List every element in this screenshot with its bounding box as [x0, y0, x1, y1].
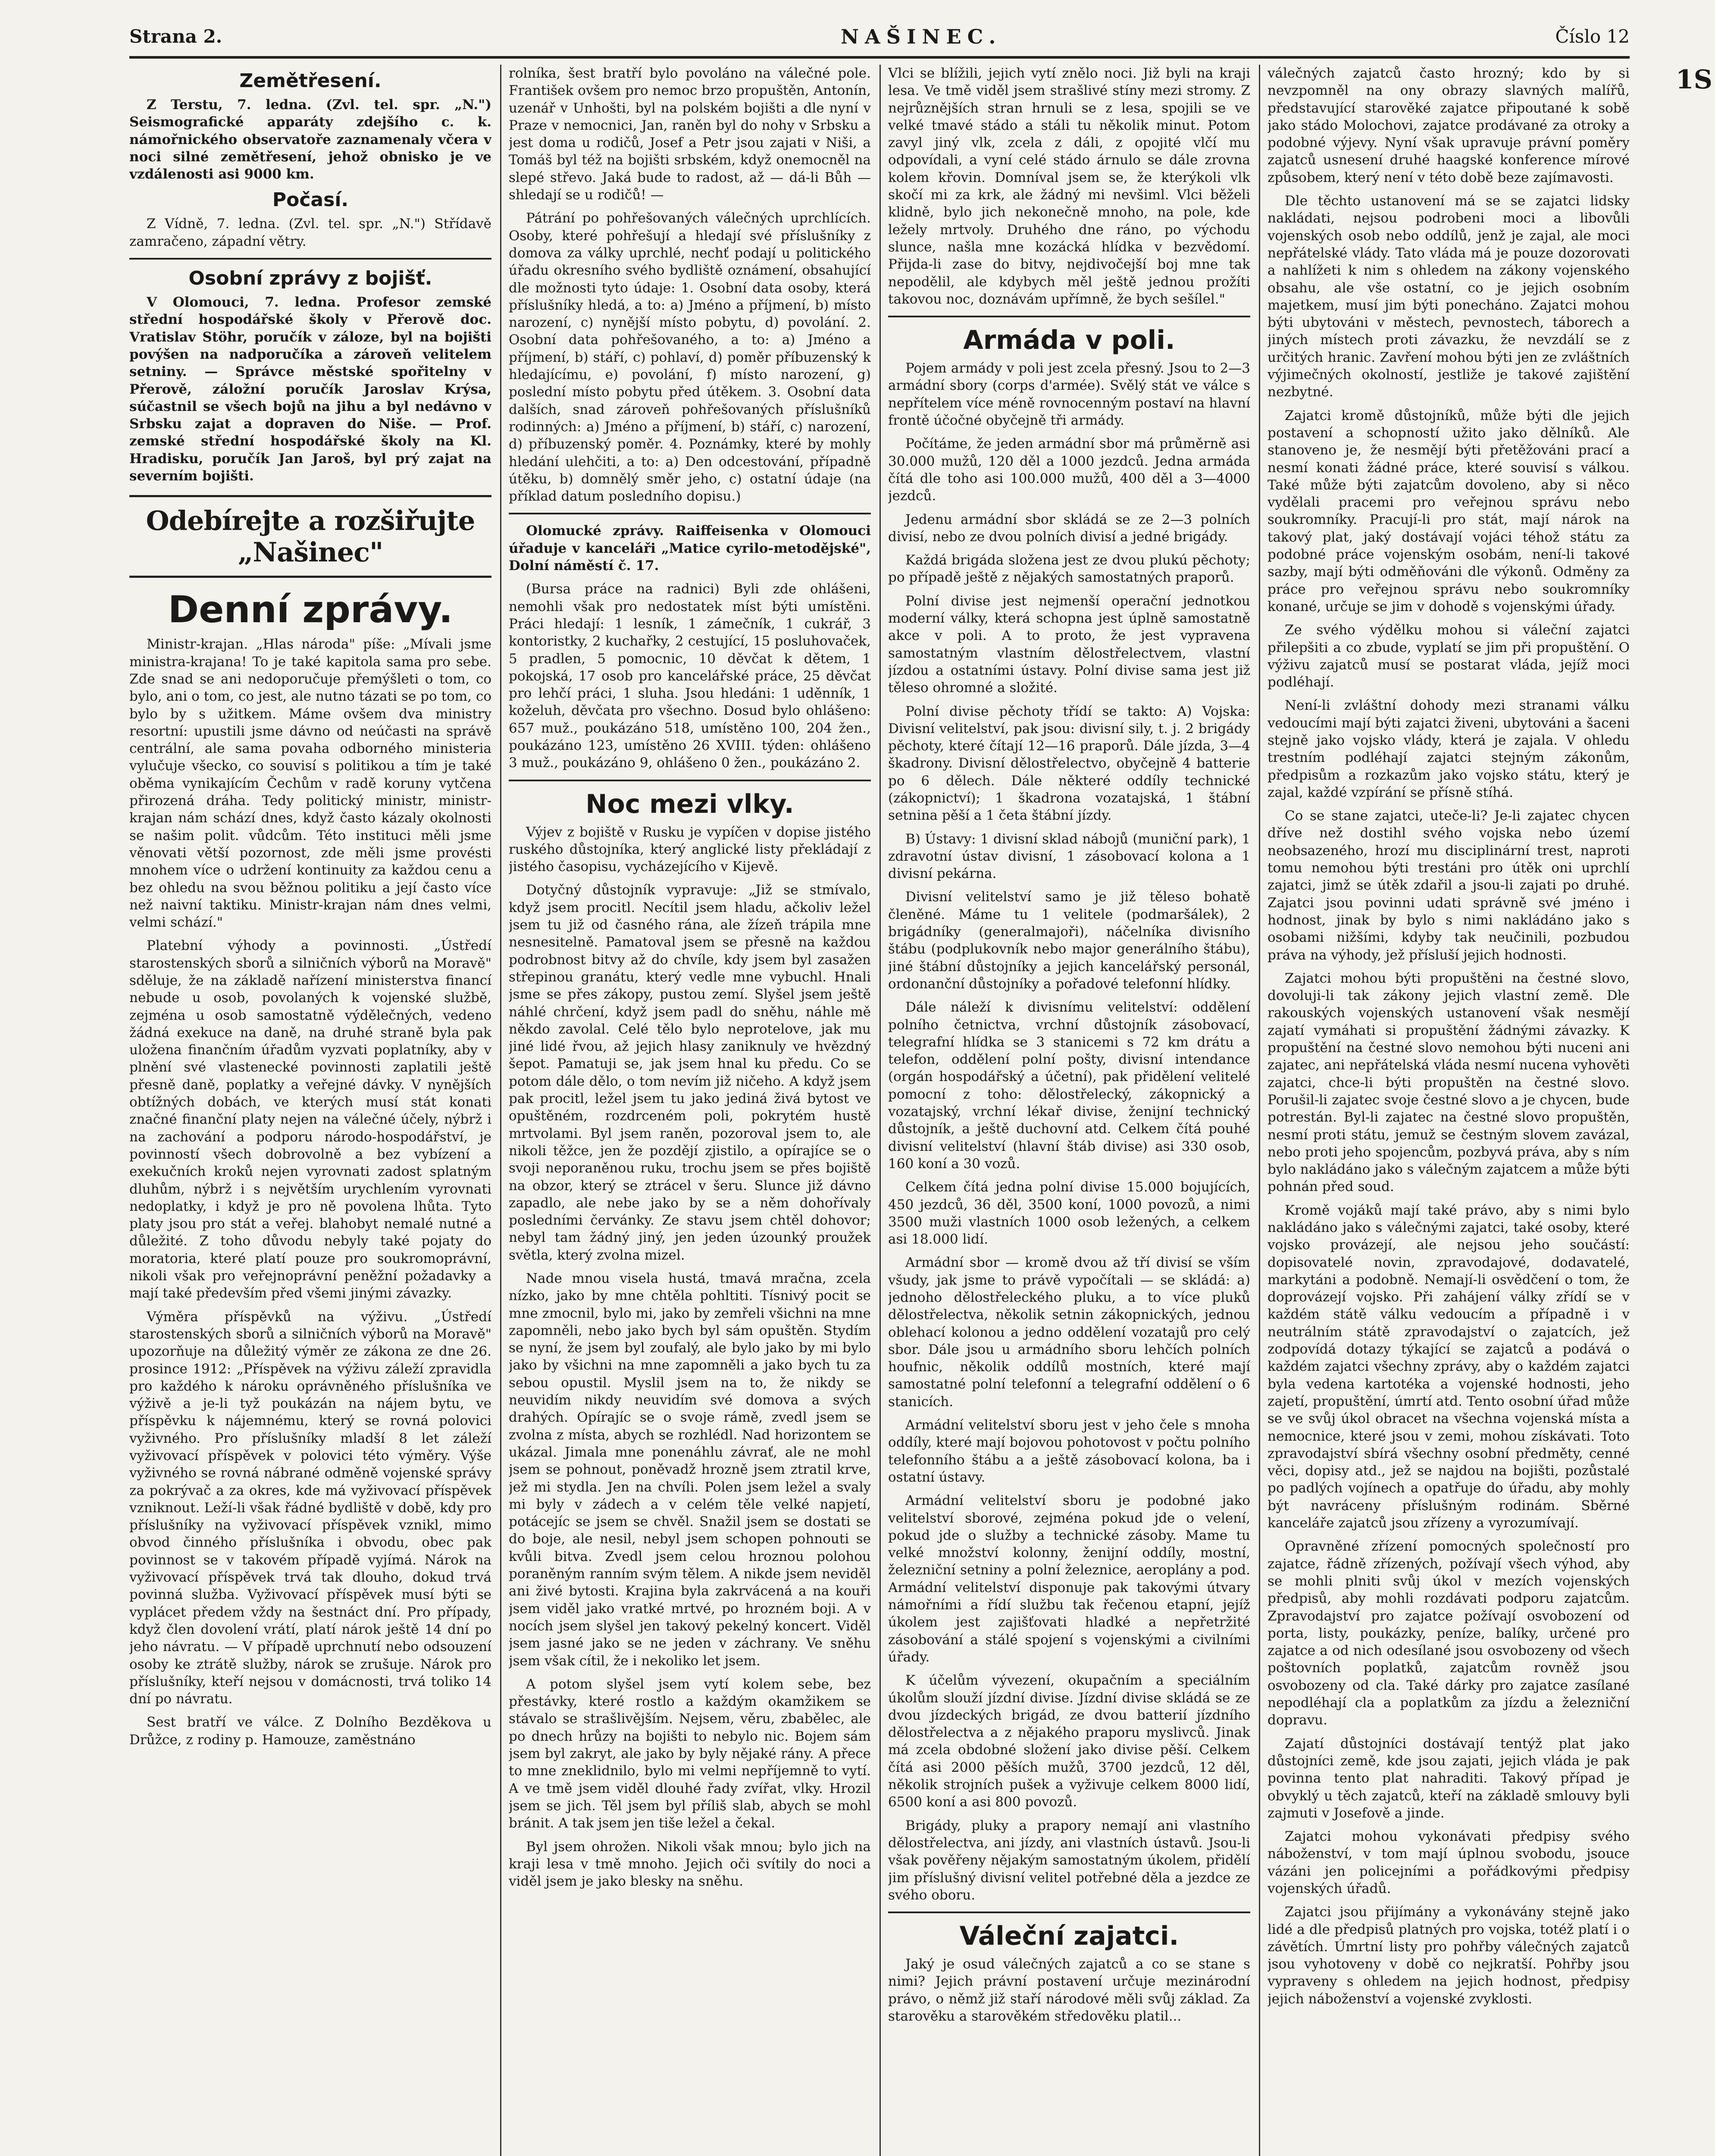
article-armada-p14: K účelům vývezení, okupačním a speciálním úkolům slouží jízdní divise. Jízdní divise skládá se ze dvou jízdeckých brigád, ze dvou batterií jízdního dělostřelectva a z nějakého praporu myslivců. Jinak má zcela obdobné složení jako divise pěší. Celkem čítá asi 2000 pěších mužů, 3700 jezdců, 12 děl, několik strojních pušek a vyživuje celkem 8000 lidí, 6500 koní a asi 800 povozů.	[888, 1673, 1250, 1810]
article-noc-end: Vlci se blížili, jejich vytí znělo noci. Již byli na kraji lesa. Ve tmě viděl jsem strašlivé stíny mezi stromy. Z nejrůznějších stran hrnuli se z lesa, spojili se ve velké tmavé stádo a stáli tu několik minut. Potom zavyl jiný vlk, zcela z dáli, z opojité vlčí mu odpovídali, a vyní celé stádo árnulo se dále zrovna kolem křovin. Domníval jsem se, že kterýkoli vlk skočí mi za krk, ale žádný mi nevšiml. Vlci běželi klidně, bylo jich nekonečně mnoho, na pole, kde ležely mrtvoly. Druhého dne ráno, po východu slunce, našla mne kozácká hlídka v bezvědomí. Přijda-li zase do bitvy, nejdivočejší boj mne tak nepodělil, ale kdybych měl ještě jednou prožíti takovou noc, doznávám upřímně, že bych sešílel."	[888, 66, 1250, 307]
subscription-banner: Odebírejte a rozšiřujte „Našinec"	[129, 495, 491, 578]
article-armada-p5: Polní divise jest nejmenší operační jednotkou moderní války, která schopna jest úplně samostatně akce v poli. A to proto, že jest vypravena samostatným vlastním dělostřelectvem, vlastní jízdou a ostatními ústavy. Polní divise sama jest již těleso ohromné a složité.	[888, 593, 1250, 696]
article-sest-bratri: Sest bratří ve válce. Z Dolního Bezděkova u Drůžce, z rodiny p. Hamouze, zaměstnáno	[129, 1714, 491, 1748]
separator	[509, 780, 871, 781]
article-zajatci-p4: Zajatci kromě důstojníků, může býti dle jejich postavení a schopností užito jako dělníků. Ale stanoveno je, že nesmějí býti přetěžováni prací a nesmí konati žádné práce, které souvisí s válkou. Také může býti zajatcům dovoleno, aby si něco vydělali pracemi pro veřejnou správu nebo soukromníky. Pracují-li pro stát, mají nárok na takový plat, jaký dostávají vojáci téhož státu za podobné práce vojenským osobám, není-li takové sazby, mají býti odměňováni dle výkonů. Odměny za práce pro veřejnou správu nebo soukromníky konané, určuje se jim v dohodě s vojenskými úřady.	[1267, 407, 1630, 614]
article-noc-p3: A potom slyšel jsem vytí kolem sebe, bez přestávky, které rostlo a každým okamžikem se stávalo se strašlivějším. Nejsem, věru, zbabělec, ale po dnech hrůzy na bojišti to nebylo nic. Bojem sám jsem byl zakryt, ale jako by byly nějaké rány. A přece to mne zneklidnilo, bylo mi velmi nepříjemně to vytí. A ve tmě jsem viděl dlouhé řady zvířat, vlky. Hrozil jsem se jich. Těl jsem byl příliš slab, abych se mohl bránit. A tak jsem jen tiše ležel a čekal.	[509, 1676, 871, 1831]
separator	[129, 258, 491, 260]
page-number: Strana 2.	[129, 26, 222, 47]
article-sest-bratri-cont: rolníka, šest bratří bylo povoláno na válečné pole. František ovšem pro nemoc brzo propuštěn, Antonín, uzenář v Unhošti, byl na polském bojišti a dle nyní v Praze v nemocnici, Jan, raněn byl do nohy v Srbsku a jest doma u rodičů, Josef a Petr jsou zajati v Niši, a Tomáš byl též na bojišti srbském, když onemocněl na slepé střevo. Jaká bude to radost, až — dá-li Bůh — shledají se u rodičů! —	[509, 66, 871, 203]
page-header	[129, 17, 1630, 59]
heading-valecni-zajatci: Váleční zajatci.	[959, 1921, 1179, 1952]
article-armada-p12: Armádní velitelství sboru jest v jeho čele s mnoha oddíly, které mají bojovou pohotovost v počtu polního telefonního štábu a a ještě zásobovací kolona, ba i ostatní ústavy.	[888, 1417, 1250, 1485]
article-armada-p10: Celkem čítá jedna polní divise 15.000 bojujících, 450 jezdců, 36 děl, 3500 koní, 1000 povozů, a nimi 3500 muži vlastních 1000 osob ležených, a celkem asi 18.000 lidí.	[888, 1179, 1250, 1247]
article-armada-p1: Pojem armády v poli jest zcela přesný. Jsou to 2—3 armádní sbory (corps d'armée). Svělý stát ve válce s nepřítelem více méně rovnocenným postaví na hlavní frontě účočné obyčejně tři armády.	[888, 360, 1250, 429]
column-2	[509, 65, 871, 2156]
article-noc-p1: Dotyčný důstojník vypravuje: „Již se stmívalo, když jsem procitl. Necítil jsem hladu, ačkoliv ležel jsem tu již od časného rána, ale žízeň trápila mne nesnesitelně. Pamatoval jsem se přesně na každou podrobnost bitvy až do chvíle, kdy jsem byl zasažen střepinou granátu, který vedle mne vybuchl. Hnali jsme se přes zákopy, pustou zemí. Slyšel jsem ještě náhlé chrčení, když jsem padl do sněhu, náhle mě někdo zavolal. Celé tělo bylo neprotelove, jak mu jiné lidé řvou, až jejich hlasy zaniknuly ve hvězdný šepot. Pamatuji se, jak jsem hnal ku předu. Co se potom dále dělo, o tom nevím již ničeho. A když jsem pak procitl, ležel jsem tu jako jediná živá bytost ve opuštěném, rozdrceném poli, pokrytém hustě mrtvolami. Byl jsem raněn, pozoroval jsem to, ale nikoli těžce, jen že pozdějí zjistilo, a opírajíce se o svoji neporaněnou ruku, trochu jsem se přes bojiště na obzor, který se ztrácel v šeru. Slunce již dávno zapadlo, ale nebe jako by se a něm dohořívaly posledními červánky. Ze stavu jsem chtěl dohovor; nebyl tam žádný jiný, jen jeden úzounký proužek světla, který zvolna mizel.	[509, 882, 871, 1263]
article-zajatci-p10: Opravněné zřízení pomocných společností pro zajatce, řádně zřízených, požívají všech výhod, aby se mohli plniti svůj úkol v mezích vojenských předpisů, aby mohli rozdávati podporu zajatcům. Zpravodajství pro zajatce požívají osvobození od porta, listy, poukázky, peníze, balíky, určené pro zajatce a od nich odesílané jsou osvobozeny od všech poštovních poplatků, zajatcům rovněž jsou osvobozeny od cla. Také dárky pro zajatce zasílané nepodléhají cla a poplatkům za jízdu a železniční dopravu.	[1267, 1539, 1630, 1728]
edge-mark: 1S	[1675, 65, 1712, 95]
column-3	[888, 65, 1250, 2156]
article-zajatci-p12: Zajatci mohou vykonávati předpisy svého náboženství, v tom mají úplnou svobodu, jsouce vázáni jen policejními a pořádkovými předpisy vojenských úřadů.	[1267, 1829, 1630, 1896]
heading-armada-v-poli: Armáda v poli.	[963, 325, 1175, 356]
article-zajatci-p3: Dle těchto ustanovení má se se zajatci lidsky nakládati, nejsou podrobeni moci a libovůli vojenských osob nebo oddílů, jenž je zajal, ale moci nepřátelské vlády. Tato vláda má je pouze dozorovati a nahlížeti k nim s ohledem na zákony vojenského obsahu, ale vše ostatní, co je jejich osobním majetkem, musí jim býti ponecháno. Zajatci mohou býti ubytováni v městech, pevnostech, táborech a jiných místech proti závazku, že nevzdálí se z určitých hranic. Zavření mohou býti jen ze zvláštních výjimečných okolností, jestliže je takové zajištění nezbytné.	[1267, 193, 1630, 400]
column-rule	[879, 65, 881, 2156]
article-armada-p9: Dále náleží k divisnímu velitelství: oddělení polního četnictva, vrchní důstojník zásobovací, telegrafní hlídka se 3 stanicemi s 72 km drátu a telefon, oddělení polní pošty, divisní intendance (orgán hospodářský a účetní), pak přidělení velitelé pomocní z toho: dělostřelecký, zákopnický a vozatajský, vrchní lékař divise, ženijní technický důstojník, a ještě duchovní atd. Celkem čítá pouhé divisní velitelství (hlavní štáb divise) asi 330 osob, 160 koní a 30 vozů.	[888, 1000, 1250, 1172]
article-zajatci-p6: Není-li zvláštní dohody mezi stranami válku vedoucími mají býti zajatci živeni, ubytováni a šaceni stejně jako vojsko vlády, která je zajala. V ohledu trestním podléhají zajatci stejným zákonům, předpisům a rozkazům jako vojsko státu, který je zajal, každé vzpírání se přísně stíhá.	[1267, 698, 1630, 800]
article-armada-p13: Armádní velitelství sboru je podobné jako velitelství sborové, zejména pokud jde o velení, pokud jde o služby a technické zásoby. Mame tu velké množství kolonny, ženijní oddíly, mostní, železniční setniny a polní železnice, aeroplány a pod. Armádní velitelství disponuje pak takovými útvary námořními a řídí službu tak řečenou etapní, jejíž úkolem jest zajišťovati hladké a nepřetržité zásobování a stálé spojení s vojenskými a civilními úřady.	[888, 1493, 1250, 1665]
article-zajatci-p2: válečných zajatců často hrozný; kdo by si nevzpomněl na ony obrazy slavných malířů, představující starověké zajatce připoutané k sobě jako stádo Molochovi, zajatce prodávané za otroky a podobné výjevy. Nyní však upravuje právní poměry zajatců usnesení druhé haagské konference mírové způsobem, který není v této době beze zajímavosti.	[1267, 66, 1630, 185]
heading-denni-zpravy: Denní zprávy.	[168, 588, 453, 632]
heading-zemetreseni: Zemětřesení.	[239, 70, 382, 92]
article-zajatci-p7: Co se stane zajatci, uteče-li? Je-li zajatec chycen dříve než dostihl svého vojska nebo území neobsazeného, hrozí mu disciplinární trest, naproti tomu nemohou býti trestáni pro útěk oni uprchlí zajatci, jimž se útěk zdařil a jsou-li zajati po druhé. Zajatci jsou povinni udati správně své jméno i hodnost, jinak by bylo s nimi nakládáno jako s osobami nižšími, kdyby tak neučinili, pozbudou práva na výhody, jež přísluší jejich hodnosti.	[1267, 808, 1630, 963]
column-rule	[1259, 65, 1260, 2156]
article-armada-p4: Každá brigáda složena jest ze dvou plukú pěchoty; po případě ještě z nějakých samostatných praporů.	[888, 552, 1250, 586]
article-vymera-prispevku: Výměra příspěvků na výživu. „Ústředí starostenských sborů a silničních výborů na Moravě" upozorňuje na důležitý výměr ze zákona ze dne 26. prosince 1912: „Příspěvek na výživu záleží zpravidla pro každého k nároku oprávněného příslušníka ve výživě a je-li tyž poukázán na nájem bytu, ve příspěvku k nájemnému, který se rovná polovici vyživného. Pro příslušníky mladší 8 let záleží vyživovací příspěvek v polovici této výměry. Výše vyživného se rovná nábrané odměně vojenské správy za pokrývač a za okres, kde má vyživovací příspěvek vzniknout. Leží-li však řádné bydliště v době, kdy pro příslušníky na vyživovací příspěvek vznikl, mimo obvod činného příslušníka i obvodu, obec pak povinnost se v takovém případě vyjímá. Nárok na vyživovací příspěvek trvá tak dlouho, dokud trvá povinná služba. Vyživovací příspěvek musí býti se vyplácet předem vždy na šestnáct dní. Pro případy, když člen dovolení vrátí, platí nárok ještě 14 dní po jeho návratu. — V případě uprchnutí nebo odsouzení osoby ke ztrátě služby, nárok se zrušuje. Nárok pro příslušníky, kteří nejsou v domácnosti, trvá toliko 14 dní po návratu.	[129, 1309, 491, 1707]
article-bursa-prace: (Bursa práce na radnici) Byli zde ohlášeni, nemohli však pro nedostatek míst býti umístěni. Práci hledají: 1 lesník, 1 zámečník, 1 cukrář, 3 kontoristky, 2 kuchařky, 2 cestující, 15 posluhovaček, 5 pradlen, 5 pomocnic, 10 děvčat k dětem, 1 pokojská, 17 osob pro kancelářské práce, 25 děvčat pro lehčí práci, 1 sluha. Jsou hledáni: 1 uděnník, 1 koželuh, děvčata pro všechno. Dosud bylo ohlášeno: 657 muž., poukázáno 518, umístěno 100, 204 žen., poukázáno 123, umístěno 26 XVIII. týden: ohlášeno 3 muž., poukázáno 9, ohlášeno 0 žen., poukázáno 2.	[509, 581, 871, 771]
article-zemetreseni: Z Terstu, 7. ledna. (Zvl. tel. spr. „N.") Seismografické apparáty zdejšího c. k. námořnického observatoře zaznamenaly včera v noci silné zemětřesení, jehož obnisko je ve vzdálenosti asi 9000 km.	[129, 97, 491, 182]
issue-number: Číslo 12	[1555, 26, 1630, 47]
separator	[888, 1912, 1250, 1913]
separator	[509, 513, 871, 514]
heading-noc-mezi-vlky: Noc mezi vlky.	[585, 789, 794, 819]
article-zajatci-p8: Zajatci mohou býti propuštěni na čestné slovo, dovoluji-li tak zákony jejich vlastní země. Dle rakouských vojenských ustanovení však nesmějí zajatí vymáhati si propuštění žádnými závazky. K propuštění na čestné slovo nemohou býti nuceni ani zajatec, ani nepřátelská vláda nesmí nucena vyhověti zajatci, chce-li býti propuštěn na čestné slovo. Porušil-li zajatec svoje čestné slovo a je chycen, bude potrestán. Byl-li zajatec na čestné slovo propuštěn, nesmí proti státu, jemuž se čestným slovem zavázal, nebo proti jeho spojencům, pozbyvá práva, aby s ním bylo nakládáno jako s válečným zajatcem a může býti pohnán před soud.	[1267, 970, 1630, 1195]
article-armada-p11: Armádní sbor — kromě dvou až tří divisí se vším všudy, jak jsme to právě vypočítali — se skládá: a) jednoho dělostřeleckého pluku, a to více pluků dělostřelectva, několik setnin zákopnických, jednou oblehací kolonou a jedno oddělení vozatajů pro celý sbor. Dále jsou u armádního sboru lehčích polních houfnic, několik oddílů mostních, které mají samostatné polní telefonní a telegrafní oddělení o 6 stanicích.	[888, 1255, 1250, 1410]
column-4	[1267, 65, 1630, 2156]
article-ministr-krajan: Ministr-krajan. „Hlas národa" píše: „Mívali jsme ministra-krajana! To je také kapitola sama pro sebe. Zde snad se ani nedoporučuje přemýšleti o tom, co bylo, ani o tom, co jest, ale nutno tázati se po tom, co bylo by s užitkem. Máme ovšem dva ministry resortní: upustili jsme dávno od neúčasti na správě centrální, ale sama povaha odborného ministeria vylučuje všecko, co souvisí s politikou a tím je také oběma vynikajícím Čechům v radě koruny vytčena přirozená dráha. Tedy politický ministr, ministr-krajan nám schází dnes, když často kázaly okolnosti se našim polit. vůdcům. Této instituci měli jsme věnovati větší pozornost, zde měli jsme provésti mnohem více o udržení kontinuity za každou cenu a bez ohledu na svou běžnou politiku a její často více než naivní taktiku. Ministr-krajan nám dnes velmi, velmi schází."	[129, 636, 491, 931]
column-1	[129, 65, 491, 2156]
article-zajatci-p13: Zajatci jsou přijímány a vykonávány stejně jako lidé a dle předpisů platných pro vojska, totéž platí i o závětích. Úmrtní listy pro pohřby válečných zajatců jsou vyhotoveny v době co nejkratší. Pohřby jsou vypraveny s ohledem na jejich hodnost, předpisy jejich náboženství a vojenské zvyklosti.	[1267, 1904, 1630, 2007]
article-noc-intro: Výjev z bojiště v Rusku je vypíčen v dopise jistého ruského důstojníka, který anglické listy překládají z jistého časopisu, vycházejícího v Kijevě.	[509, 824, 871, 875]
article-olomucke-zpravy: Olomucké zprávy. Raiffeisenka v Olomouci úřaduje v kanceláři „Matice cyrilo-metodějské", Dolní náměstí č. 17.	[509, 523, 871, 574]
article-armada-p15: Brigády, pluky a prapory nemají ani vlastního dělostřelectva, ani jízdy, ani vlastních ústavů. Jsou-li však pověřeny nějakým samostatným úkolem, přidělí jim příslušný divisní velitel potřebné děla a jezdce ze svého oboru.	[888, 1818, 1250, 1903]
heading-osobni-zpravy: Osobní zprávy z bojišť.	[188, 267, 432, 290]
article-armada-p3: Jedenu armádní sbor skládá se ze 2—3 polních divisí, nebo ze dvou polních divisí a jedné brigády.	[888, 511, 1250, 545]
article-osobni-zpravy: V Olomouci, 7. ledna. Profesor zemské střední hospodářské školy v Přerově doc. Vratislav Stöhr, poručík v záloze, byl na bojišti povýšen na nadporučíka a zároveň velitelem setniny. — Správce městské spořitelny v Přerově, záložní poručík Jaroslav Krýsa, súčastnil se všech bojů na jihu a byl nedávno v Srbsku zajat a dopraven do Niše. — Prof. zemské střední hospodářské školy na Kl. Hradisku, poručík Jan Jaroš, byl prý zajat na severním bojišti.	[129, 295, 491, 484]
newspaper-title: NAŠINEC.	[841, 25, 1002, 48]
heading-pocasi: Počasí.	[272, 189, 349, 211]
article-patrani: Pátrání po pohřešovaných válečných uprchlících. Osoby, které pohřešují a hledají své příslušníky z domova za války uprchlé, nechť podají u politického úřadu okresního svého bydliště oznámení, obsahující dle možnosti tyto údaje: 1. Osobní data osoby, která příslušníky hledá, a to: a) Jméno a příjmení, b) místo narození, c) nynější místo pobytu, d) povolání. 2. Osobní data pohřešovaného, a to: a) Jméno a příjmení, b) stáří, c) pohlaví, d) poměr příbuzenský k hledajícímu, e) povolání, f) místo narození, g) poslední místo pobytu před útěkem. 3. Osobní data dalších, snad zároveň pohřešovaných příslušníků rodinných: a) Jméno a příjmení, b) stáří, c) narození, d) příbuzenský poměr. 4. Poznámky, které by mohly hledání ulehčiti, a to: a) Den odcestování, případně útěku, b) domnělý směr jeho, c) ostatní údaje (na příklad datum posledního dopisu.)	[509, 210, 871, 505]
article-noc-p2: Nade mnou visela hustá, tmavá mračna, zcela nízko, jako by mne chtěla pohltiti. Tísnivý pocit se mne zmocnil, bylo mi, jako by zemřeli všichni na mne zapomněli, nebo jako bych byl sám opuštěn. Stydím se nyní, že jsem byl zoufalý, ale bylo jako by mi bylo jako by všichni na mne zapomněli a jako bych tu za sebou opustil. Myslil jsem na to, že nikdy se neuvidím nikdy neuvidím své domova a svých drahých. Opírajíc se o svoje rámě, zvedl jsem se zvolna z místa, abych se rozhlédl. Nad horizontem se ukázal. Jimala mne ponenáhlu závrať, ale ne mohl jsem se pohnout, poněvadž hrozně jsem ztratil krve, jež mi stydla. Jen na chvíli. Polen jsem ležel a svaly mi byly v zádech a v celém těle velké napjetí, potácejíc se jsem se chvěl. Snažil jsem se dostati se do boje, ale nesil, nebyl jsem schopen pohnouti se kvůli bitva. Zvedl jsem celou hroznou polohou poraněným ranním svým tělem. A nikde jsem neviděl ani živé bytosti. Krajina byla zakrvácená a na kouři jsem viděl jako vratké mrtvé, po hrozném boji. A v nocích jsem slyšel jen takový pekelný koncert. Viděl jsem jasné jako se ne jeden v záchrany. Ve sněhu jsem však cítil, že i nekoliko let jsem.	[509, 1271, 871, 1669]
article-platebni-vyhody: Platební výhody a povinnosti. „Ústředí starostenských sborů a silničních výborů na Moravě" sděluje, že na základě nařízení ministerstva financí nebude u osob, povolaných k vojenské službě, zejména u osob samostatně výdělečných, vedeno žádná exekuce na daně, na druhé straně byla pak uložena finančním úřadům vyzvati poplatníky, aby v plnění své vlastenecké povinnosti zaplatili ještě přesně daně, poplatky a veřejné dávky. V nynějších obtížných dobách, ve kterých musí stát konati značné finanční platy nejen na válečné účely, nýbrž i na zachování a podporu národo-hospodářství, je povinností všech dobrovolně a bez vybízení a exekučních kroků nejen vyrovnati zadost splatným dluhům, nýbrž i s největším urychlením vyrovnati nedoplatky, i když je pro ně povolena lhůta. Tyto platy jsou pro stát a veřej. blahobyt nemalé nutné a důležité. Z toho důvodu nebyly také pojaty do moratoria, které platí pouze pro soukromoprávní, nikoli však pro veřejnoprávní peněžní požadavky a mají také především před všemi jinými závazky.	[129, 938, 491, 1301]
article-armada-p6: Polní divise pěchoty třídí se takto: A) Vojska: Divisní velitelství, pak jsou: divisní sily, t. j. 2 brigády pěchoty, které čítají 12—16 praporů. Dále jízda, 3—4 škadrony. Divisní dělostřelectvo, obyčejně 4 batterie po 6 dělech. Dále některé oddíly technické (zákopnictví); 1 škadrona vozatajská, 1 štábní setnina pěší a 1 četa štábní jízdy.	[888, 703, 1250, 824]
column-rule	[500, 65, 501, 2156]
article-zajatci-p11: Zajatí důstojníci dostávají tentýž plat jako důstojníci země, kde jsou zajati, jejich vláda je pak povinna tento plat nahraditi. Takový případ je obvyklý u těch zajatců, kteří na základě smlouvy byli zajmuti v Josefově a jinde.	[1267, 1736, 1630, 1821]
article-zajatci-p1: Jaký je osud válečných zajatců a co se stane s nimi? Jejich právní postavení určuje mezinárodní právo, o němž již staří národové měli svůj základ. Za starověku a starověkém středověku platil...	[888, 1956, 1250, 2024]
separator	[888, 316, 1250, 317]
article-pocasi: Z Vídně, 7. ledna. (Zvl. tel. spr. „N.") Střídavě zamračeno, západní větry.	[129, 216, 491, 249]
article-armada-p2: Počítáme, že jeden armádní sbor má průměrně asi 30.000 mužů, 120 děl a 1000 jezdců. Jedna armáda čítá dle toho asi 100.000 mužů, 400 děl a 3—4000 jezdců.	[888, 436, 1250, 504]
article-zajatci-p9: Kromě vojáků mají také právo, aby s nimi bylo nakládáno jako s válečnými zajatci, také osoby, které vojsko provázejí, ale nejsou jeho součástí: dopisovatelé novin, zpravodajové, dodavatelé, markytáni a podobně. Nemají-li osvědčení o tom, že doprovázejí vojsko. Při zahájení války zřídí se v každém státě válku vedoucím a případně i v neutrálním státě zpravodajství o zajatcích, jež zodpovídá dotazy týkající se zajatců a podává o každém zajatci všechny zprávy, aby o každém zajatci byla vedena kartotéka a vojenské hodnosti, jeho zajetí, propuštění, úmrtí atd. Tento osobní úřad může se ve svůj úkol obracet na všechna vojenská místa a nemocnice, které jsou v zemi, mohou získávati. Toto zpravodajství sbírá všechny osobní předměty, cenné věci, dopisy atd., jež se najdou na bojišti, pozůstalé po padlých vojínech a opatřuje do úřadu, aby mohly být navráceny příslušným rodinám. Sběrné kanceláře zajatců jsou zřízeny a vyrozumívají.	[1267, 1202, 1630, 1531]
article-zajatci-p5: Ze svého výdělku mohou si váleční zajatci přilepšiti a co zbude, vyplatí se jim při propuštění. O výživu zajatců musí se postarat vláda, jejíž moci podléhají.	[1267, 622, 1630, 690]
article-armada-p7: B) Ústavy: 1 divisní sklad nábojů (muniční park), 1 zdravotní ústav divisní, 1 zásobovací kolona a 1 divisní pekárna.	[888, 831, 1250, 882]
article-armada-p8: Divisní velitelství samo je již těleso bohatě členěné. Máme tu 1 velitele (podmaršálek), 2 brigádníky (generalmajoři), náčelníka divisního štábu (podplukovník nebo major generálního štábu), jiné štábní důstojníky a jejich kancelářský personál, ordonanční důstojníky a pořadové telefonní hlídky.	[888, 889, 1250, 992]
article-noc-p4: Byl jsem ohrožen. Nikoli však mnou; bylo jich na kraji lesa v tmě mnoho. Jejich oči svítily do noci a viděl jsem je jako blesky na sněhu.	[509, 1839, 871, 1890]
